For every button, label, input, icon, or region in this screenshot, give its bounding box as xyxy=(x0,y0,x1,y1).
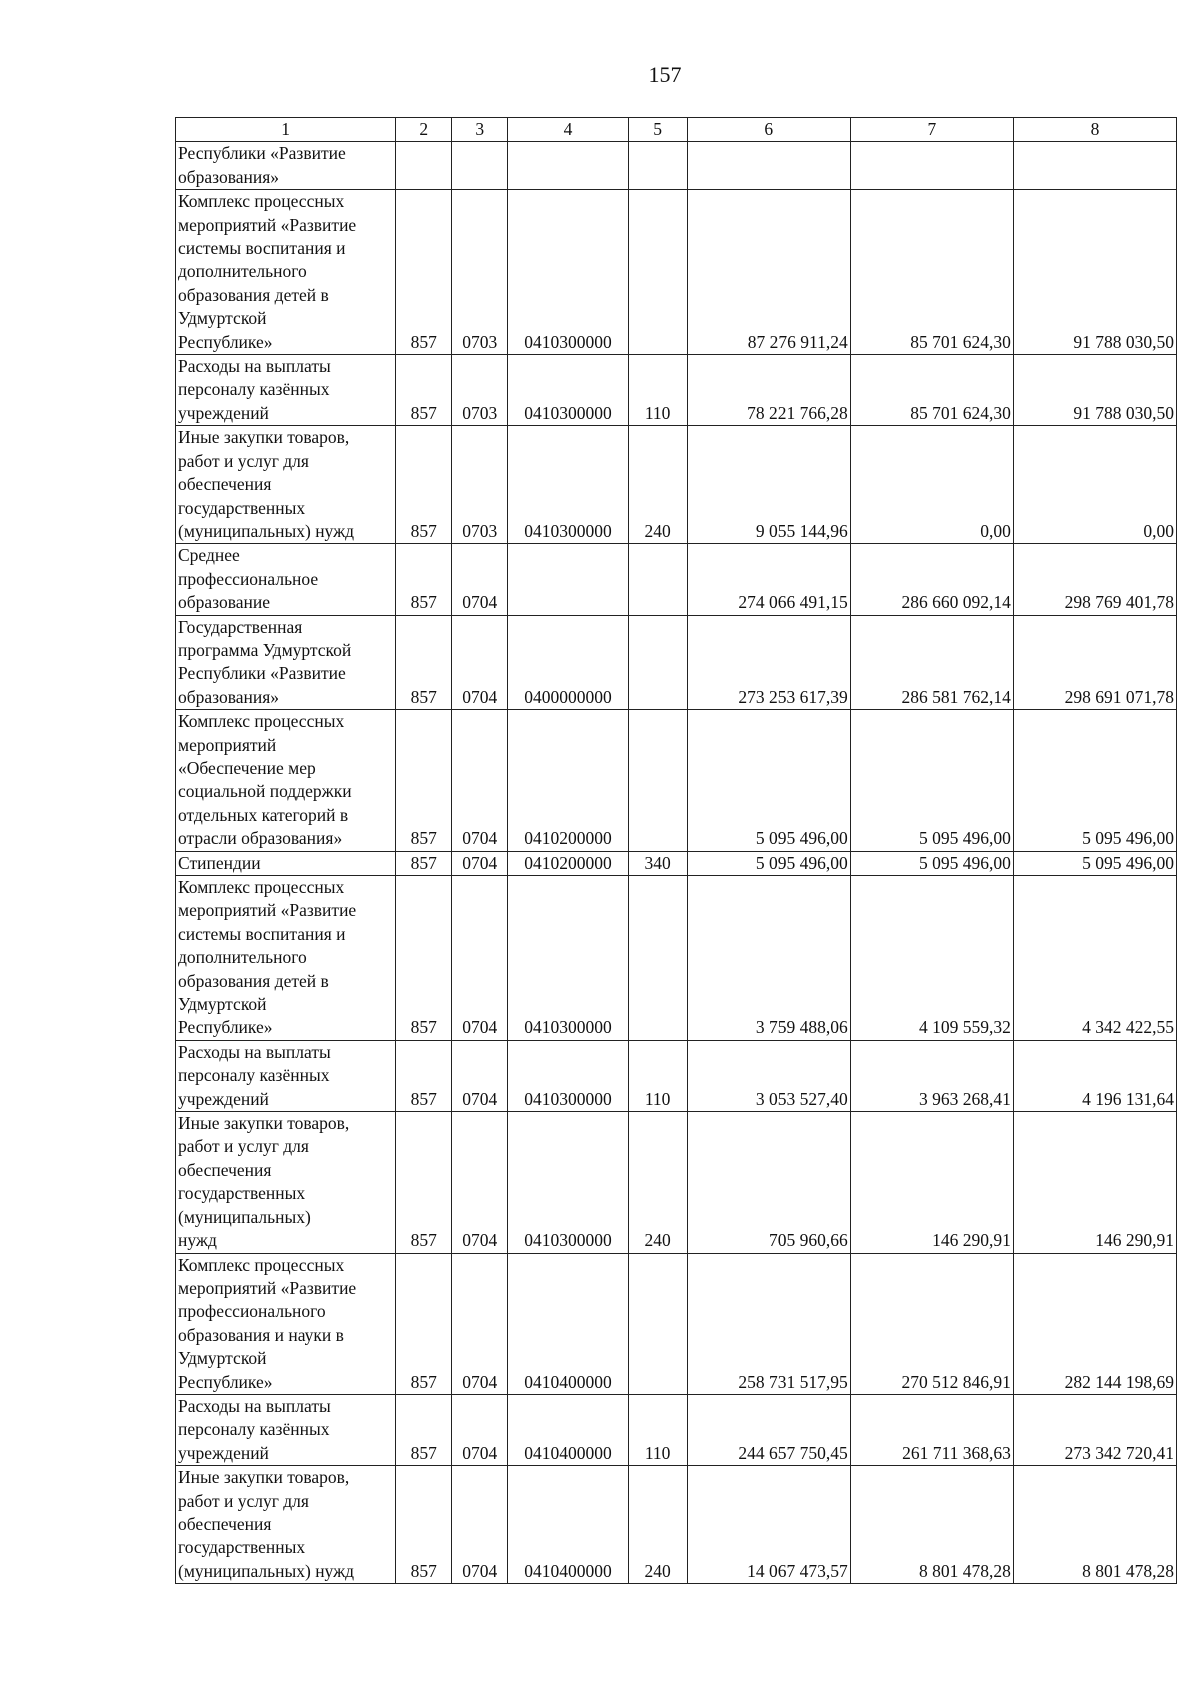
expense-type-cell: 340 xyxy=(628,851,687,875)
target-article-cell: 0410200000 xyxy=(508,710,628,851)
table-row xyxy=(176,710,1177,851)
amount-year2-cell: 4 109 559,32 xyxy=(850,876,1013,1041)
ministry-code-cell: 857 xyxy=(396,544,452,615)
amount-year3-cell xyxy=(1013,142,1176,190)
amount-year2-cell xyxy=(850,142,1013,190)
expense-name-cell: Расходы на выплаты персоналу казённых учреждений xyxy=(176,355,396,426)
ministry-code-cell: 857 xyxy=(396,615,452,710)
column-header-7: 7 xyxy=(850,118,1013,142)
amount-year1-cell: 274 066 491,15 xyxy=(687,544,850,615)
expense-type-cell xyxy=(628,190,687,355)
target-article-cell xyxy=(508,142,628,190)
expense-name-cell: Среднее профессиональное образование xyxy=(176,544,396,615)
target-article-cell: 0410300000 xyxy=(508,876,628,1041)
ministry-code-cell: 857 xyxy=(396,1466,452,1584)
table-row xyxy=(176,1466,1177,1584)
page-number: 157 xyxy=(648,62,682,87)
amount-year3-cell: 4 196 131,64 xyxy=(1013,1040,1176,1111)
expense-name-cell: Комплекс процессных мероприятий «Развитие системы воспитания и дополнительного образования детей в Удмуртской Республике» xyxy=(176,190,396,355)
amount-year2-cell: 286 660 092,14 xyxy=(850,544,1013,615)
budget-table xyxy=(175,117,1177,1584)
expense-name-cell: Расходы на выплаты персоналу казённых учреждений xyxy=(176,1040,396,1111)
section-code-cell: 0703 xyxy=(452,355,508,426)
section-code-cell: 0703 xyxy=(452,426,508,544)
column-header-2: 2 xyxy=(396,118,452,142)
table-row xyxy=(176,544,1177,615)
target-article-cell: 0410300000 xyxy=(508,426,628,544)
amount-year1-cell: 3 759 488,06 xyxy=(687,876,850,1041)
section-code-cell: 0704 xyxy=(452,615,508,710)
column-header-3: 3 xyxy=(452,118,508,142)
column-header-1: 1 xyxy=(176,118,396,142)
amount-year3-cell: 5 095 496,00 xyxy=(1013,851,1176,875)
amount-year3-cell: 5 095 496,00 xyxy=(1013,710,1176,851)
target-article-cell: 0410300000 xyxy=(508,190,628,355)
amount-year1-cell: 87 276 911,24 xyxy=(687,190,850,355)
table-row xyxy=(176,1112,1177,1253)
amount-year1-cell: 273 253 617,39 xyxy=(687,615,850,710)
expense-type-cell xyxy=(628,142,687,190)
expense-type-cell xyxy=(628,876,687,1041)
section-code-cell: 0704 xyxy=(452,1040,508,1111)
amount-year2-cell: 85 701 624,30 xyxy=(850,355,1013,426)
expense-name-cell: Комплекс процессных мероприятий «Развитие профессионального образования и науки в Удмуртской Республике» xyxy=(176,1253,396,1394)
expense-type-cell: 110 xyxy=(628,1394,687,1465)
target-article-cell: 0410300000 xyxy=(508,355,628,426)
ministry-code-cell: 857 xyxy=(396,426,452,544)
amount-year3-cell: 8 801 478,28 xyxy=(1013,1466,1176,1584)
table-row xyxy=(176,355,1177,426)
amount-year2-cell: 286 581 762,14 xyxy=(850,615,1013,710)
section-code-cell xyxy=(452,142,508,190)
table-row xyxy=(176,190,1177,355)
table-row xyxy=(176,1040,1177,1111)
expense-name-cell: Иные закупки товаров, работ и услуг для обеспечения государственных (муниципальных) нужд xyxy=(176,426,396,544)
amount-year2-cell: 8 801 478,28 xyxy=(850,1466,1013,1584)
expense-name-cell: Республики «Развитие образования» xyxy=(176,142,396,190)
amount-year1-cell: 5 095 496,00 xyxy=(687,710,850,851)
target-article-cell: 0410400000 xyxy=(508,1466,628,1584)
section-code-cell: 0704 xyxy=(452,876,508,1041)
expense-type-cell: 110 xyxy=(628,1040,687,1111)
amount-year1-cell: 14 067 473,57 xyxy=(687,1466,850,1584)
column-header-5: 5 xyxy=(628,118,687,142)
expense-type-cell xyxy=(628,710,687,851)
expense-name-cell: Комплекс процессных мероприятий «Обеспечение мер социальной поддержки отдельных категорий в отрасли образования» xyxy=(176,710,396,851)
section-code-cell: 0704 xyxy=(452,1466,508,1584)
amount-year1-cell xyxy=(687,142,850,190)
target-article-cell xyxy=(508,544,628,615)
amount-year1-cell: 78 221 766,28 xyxy=(687,355,850,426)
column-header-4: 4 xyxy=(508,118,628,142)
expense-type-cell: 240 xyxy=(628,1466,687,1584)
amount-year1-cell: 258 731 517,95 xyxy=(687,1253,850,1394)
table-row xyxy=(176,142,1177,190)
section-code-cell: 0704 xyxy=(452,1394,508,1465)
column-header-8: 8 xyxy=(1013,118,1176,142)
target-article-cell: 0410300000 xyxy=(508,1040,628,1111)
table-row xyxy=(176,851,1177,875)
expense-type-cell: 240 xyxy=(628,426,687,544)
ministry-code-cell: 857 xyxy=(396,1394,452,1465)
target-article-cell: 0410400000 xyxy=(508,1253,628,1394)
expense-type-cell xyxy=(628,544,687,615)
amount-year3-cell: 91 788 030,50 xyxy=(1013,355,1176,426)
target-article-cell: 0410400000 xyxy=(508,1394,628,1465)
section-code-cell: 0704 xyxy=(452,710,508,851)
amount-year3-cell: 4 342 422,55 xyxy=(1013,876,1176,1041)
ministry-code-cell: 857 xyxy=(396,1253,452,1394)
expense-name-cell: Иные закупки товаров, работ и услуг для обеспечения государственных (муниципальных) нужд xyxy=(176,1466,396,1584)
amount-year2-cell: 146 290,91 xyxy=(850,1112,1013,1253)
ministry-code-cell: 857 xyxy=(396,355,452,426)
amount-year1-cell: 705 960,66 xyxy=(687,1112,850,1253)
amount-year3-cell: 91 788 030,50 xyxy=(1013,190,1176,355)
table-row xyxy=(176,426,1177,544)
amount-year3-cell: 273 342 720,41 xyxy=(1013,1394,1176,1465)
amount-year1-cell: 3 053 527,40 xyxy=(687,1040,850,1111)
section-code-cell: 0704 xyxy=(452,851,508,875)
expense-name-cell: Стипендии xyxy=(176,851,396,875)
amount-year1-cell: 5 095 496,00 xyxy=(687,851,850,875)
amount-year1-cell: 244 657 750,45 xyxy=(687,1394,850,1465)
column-number-row xyxy=(176,118,1177,142)
table-row xyxy=(176,1394,1177,1465)
ministry-code-cell: 857 xyxy=(396,1112,452,1253)
ministry-code-cell: 857 xyxy=(396,876,452,1041)
section-code-cell: 0704 xyxy=(452,544,508,615)
target-article-cell: 0410300000 xyxy=(508,1112,628,1253)
amount-year2-cell: 3 963 268,41 xyxy=(850,1040,1013,1111)
table-row xyxy=(176,615,1177,710)
expense-name-cell: Иные закупки товаров, работ и услуг для обеспечения государственных (муниципальных) нужд xyxy=(176,1112,396,1253)
expense-type-cell: 240 xyxy=(628,1112,687,1253)
ministry-code-cell xyxy=(396,142,452,190)
expense-type-cell: 110 xyxy=(628,355,687,426)
amount-year3-cell: 298 769 401,78 xyxy=(1013,544,1176,615)
section-code-cell: 0704 xyxy=(452,1112,508,1253)
amount-year3-cell: 146 290,91 xyxy=(1013,1112,1176,1253)
amount-year3-cell: 0,00 xyxy=(1013,426,1176,544)
section-code-cell: 0704 xyxy=(452,1253,508,1394)
amount-year2-cell: 261 711 368,63 xyxy=(850,1394,1013,1465)
amount-year2-cell: 85 701 624,30 xyxy=(850,190,1013,355)
amount-year2-cell: 270 512 846,91 xyxy=(850,1253,1013,1394)
expense-name-cell: Комплекс процессных мероприятий «Развитие системы воспитания и дополнительного образования детей в Удмуртской Республике» xyxy=(176,876,396,1041)
expense-type-cell xyxy=(628,1253,687,1394)
amount-year2-cell: 0,00 xyxy=(850,426,1013,544)
amount-year2-cell: 5 095 496,00 xyxy=(850,710,1013,851)
amount-year3-cell: 298 691 071,78 xyxy=(1013,615,1176,710)
amount-year1-cell: 9 055 144,96 xyxy=(687,426,850,544)
section-code-cell: 0703 xyxy=(452,190,508,355)
ministry-code-cell: 857 xyxy=(396,710,452,851)
ministry-code-cell: 857 xyxy=(396,190,452,355)
expense-type-cell xyxy=(628,615,687,710)
amount-year3-cell: 282 144 198,69 xyxy=(1013,1253,1176,1394)
table-row xyxy=(176,876,1177,1041)
ministry-code-cell: 857 xyxy=(396,851,452,875)
column-header-6: 6 xyxy=(687,118,850,142)
expense-name-cell: Расходы на выплаты персоналу казённых учреждений xyxy=(176,1394,396,1465)
target-article-cell: 0400000000 xyxy=(508,615,628,710)
expense-name-cell: Государственная программа Удмуртской Республики «Развитие образования» xyxy=(176,615,396,710)
ministry-code-cell: 857 xyxy=(396,1040,452,1111)
table-row xyxy=(176,1253,1177,1394)
amount-year2-cell: 5 095 496,00 xyxy=(850,851,1013,875)
target-article-cell: 0410200000 xyxy=(508,851,628,875)
